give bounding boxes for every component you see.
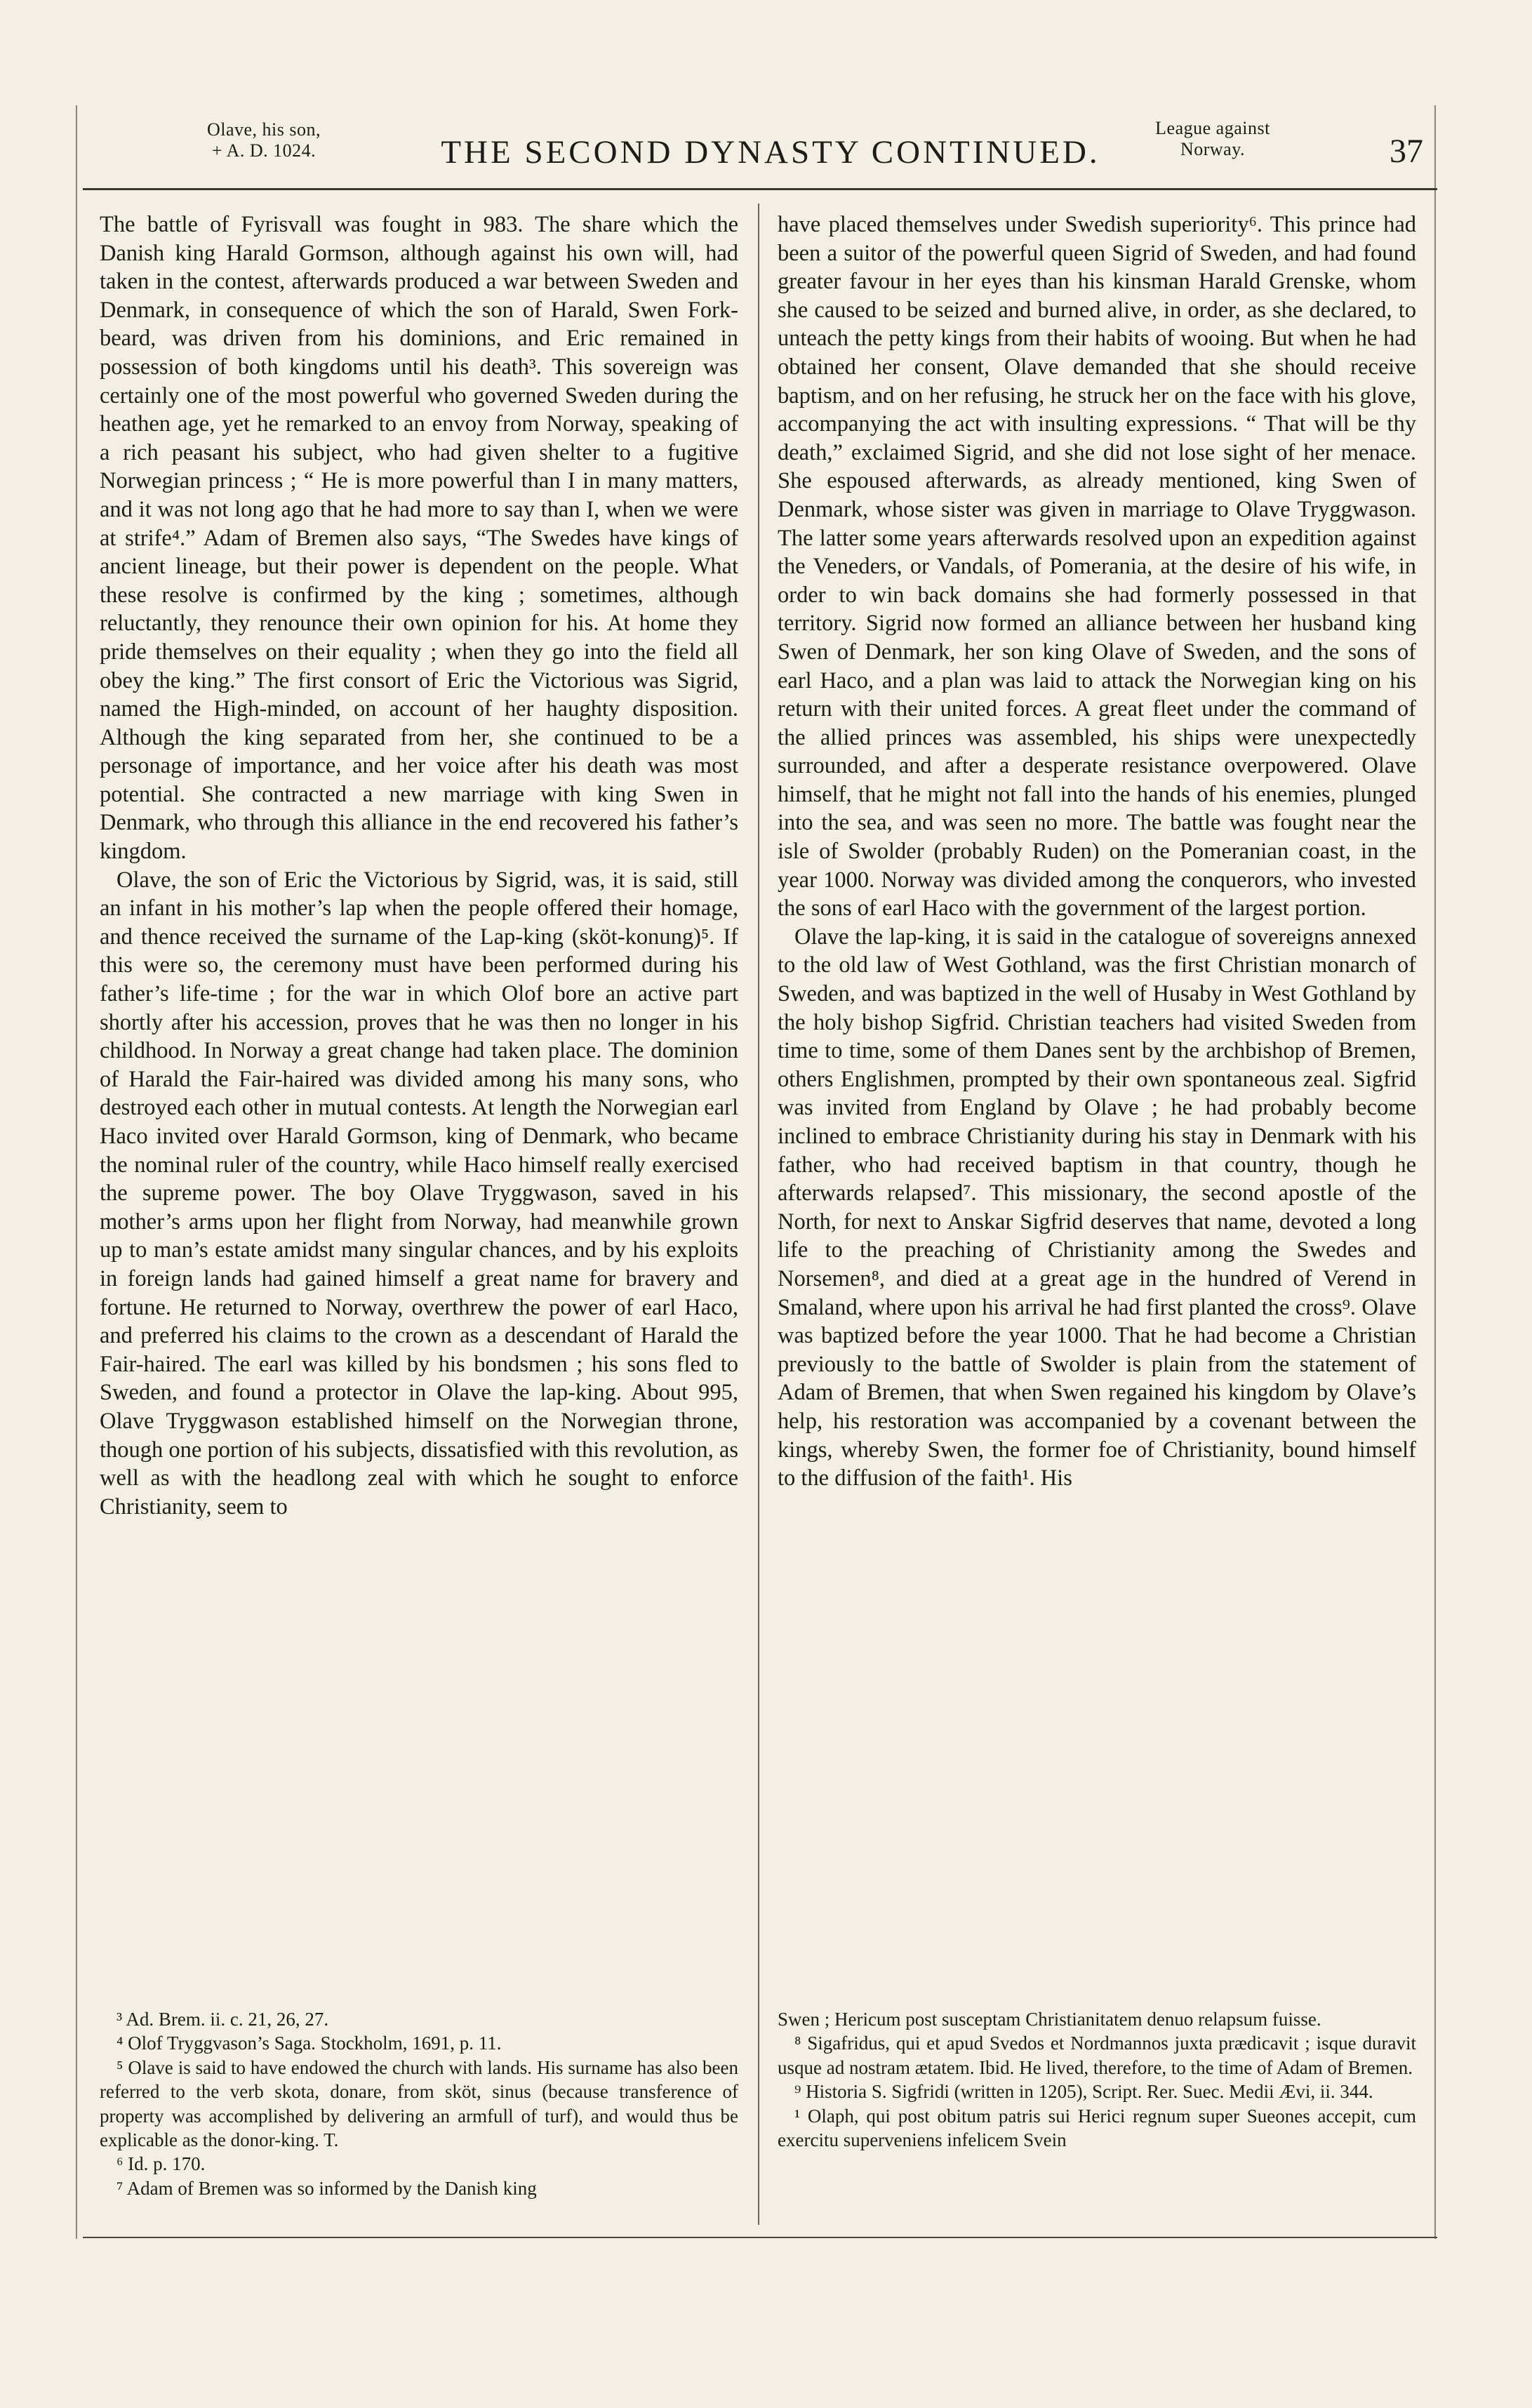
footer-rule <box>83 2237 1437 2238</box>
book-page <box>83 98 1437 2344</box>
right-footnotes <box>778 2007 1416 2152</box>
running-title: THE SECOND DYNASTY CONTINUED. <box>441 134 1100 171</box>
running-header <box>83 98 1437 182</box>
right-paragraph-2: Olave the lap-king, it is said in the catalogue of sovereigns annexed to the old law of West Gothland, was the first Christian monarch of Sweden, and was baptized in the well of Husaby in West Gothland by the holy bishop Sigfrid. Christian teachers had visited Sweden from time to time, some of them Danes sent by the archbishop of Bremen, others Englishmen, prompted by their own spontaneous zeal. Sigfrid was invited from England by Olave ; he had probably become inclined to embrace Christianity during his stay in Denmark with his father, who had received baptism in that country, though he afterwards relapsed⁷. This missionary, the second apostle of the North, for next to Anskar Sigfrid deserves that name, devoted a long life to the preaching of Christianity among the Swedes and Norsemen⁸, and died at a great age in the hundred of Verend in Smaland, where upon his arrival he had first planted the cross⁹. Olave was baptized before the year 1000. That he had become a Christian previously to the battle of Swolder is plain from the statement of Adam of Bremen, that when Swen regained his kingdom by Olave’s help, his restoration was accompanied by a covenant between the kings, whereby Swen, the former foe of Christianity, bound himself to the diffusion of the faith¹. His <box>778 924 1416 1491</box>
footnote-7-continued: Swen ; Hericum post susceptam Christianitatem denuo relapsum fuisse. <box>778 2009 1321 2030</box>
footnote-4: ⁴ Olof Tryggvason’s Saga. Stockholm, 1691, p. 11. <box>116 2033 502 2054</box>
right-column <box>778 211 1416 1493</box>
footnote-8: ⁸ Sigafridus, qui et apud Svedos et Nordmannos juxta prædicavit ; isque duravit usque ad nostram ætatem. Ibid. He lived, therefore, to the time of Adam of Bremen. <box>778 2033 1416 2078</box>
left-side-note-line2: + A. D. 1024. <box>211 140 317 161</box>
right-side-note-line2: Norway. <box>1180 139 1246 159</box>
right-side-note-line1: League against <box>1155 118 1270 138</box>
column-divider <box>758 204 759 2225</box>
header-rule <box>83 188 1437 190</box>
footnote-1: ¹ Olaph, qui post obitum patris sui Herici regnum super Sueones accepit, cum exercitu superveniens infelicem Svein <box>778 2105 1416 2151</box>
page-number: 37 <box>1390 133 1423 170</box>
footnote-9: ⁹ Historia S. Sigfridi (written in 1205), Script. Rer. Suec. Medii Ævi, ii. 344. <box>794 2081 1373 2103</box>
footnote-6: ⁶ Id. p. 170. <box>116 2153 206 2175</box>
footnote-3: ³ Ad. Brem. ii. c. 21, 26, 27. <box>116 2009 329 2030</box>
footnote-5: ⁵ Olave is said to have endowed the church with lands. His surname has also been referred to the verb skota, donare, from sköt, sinus (because transference of property was accomplished by delivering an armfull of turf), and would thus be explicable as the donor-king. T. <box>100 2056 738 2151</box>
left-paragraph-2: Olave, the son of Eric the Victorious by Sigrid, was, it is said, still an infant in his mother’s lap when the people offered their homage, and thence received the surname of the Lap-king (sköt-konung)⁵. If this were so, the ceremony must have been performed during his father’s life-time ; for the war in which Olof bore an active part shortly after his accession, proves that he was then no longer in his childhood. In Norway a great change had taken place. The dominion of Harald the Fair-haired was divided among his many sons, who destroyed each other in mutual contests. At length the Norwegian earl Haco invited over Harald Gormson, king of Denmark, who became the nominal ruler of the country, while Haco himself really exercised the supreme power. The boy Olave Tryggwason, saved in his mother’s arms upon her flight from Norway, had meanwhile grown up to man’s estate amidst many singular chances, and by his exploits in foreign lands had gained himself a great name for bravery and fortune. He returned to Norway, overthrew the power of earl Haco, and preferred his claims to the crown as a descendant of Harald the Fair-haired. The earl was killed by his bondsmen ; his sons fled to Sweden, and found a protector in Olave the lap-king. About 995, Olave Tryggwason established himself on the Norwegian throne, though one portion of his subjects, dissatisfied with this revolution, as well as with the headlong zeal with which he sought to enforce Christianity, seem to <box>100 867 738 1519</box>
footnote-7: ⁷ Adam of Bremen was so informed by the Danish king <box>116 2177 537 2199</box>
right-side-note <box>1111 118 1314 160</box>
page-edge-right <box>1434 105 1436 2239</box>
left-footnotes <box>100 2007 738 2200</box>
right-paragraph-1: have placed themselves under Swedish superiority⁶. This prince had been a suitor of the powerful queen Sigrid of Sweden, and had found greater favour in her eyes than his kinsman Harald Grenske, whom she caused to be seized and burned alive, in order, as she declared, to unteach the petty kings from their habits of wooing. But when he had obtained her consent, Olave demanded that she should receive baptism, and on her refusing, he struck her on the face with his glove, accompanying the act with insulting expressions. “ That will be thy death,” exclaimed Sigrid, and she did not lose sight of her menace. She espoused afterwards, as already mentioned, king Swen of Denmark, whose sister was given in marriage to Olave Tryggwason. The latter some years afterwards resolved upon an expedition against the Veneders, or Vandals, of Pomerania, at the desire of his wife, in order to win back domains she had formerly possessed in that territory. Sigrid now formed an alliance between her husband king Swen of Denmark, her son king Olave of Sweden, and the sons of earl Haco, and a plan was laid to attack the Norwegian king on his return with their united forces. A great fleet under the command of the allied princes was assembled, his ships were unexpectedly surrounded, and after a desperate resistance overpowered. Olave himself, that he might not fall into the hands of his enemies, plunged into the sea, and was seen no more. The battle was fought near the isle of Swolder (probably Ruden) on the Pomeranian coast, in the year 1000. Norway was divided among the conquerors, who invested the sons of earl Haco with the government of the largest portion. <box>778 212 1416 922</box>
left-paragraph-1: The battle of Fyrisvall was fought in 983. The share which the Danish king Harald Gormson, although against his own will, had taken in the contest, afterwards produced a war between Sweden and Denmark, in consequence of which the son of Harald, Swen Fork-beard, was driven from his dominions, and Eric remained in possession of both kingdoms until his death³. This sovereign was certainly one of the most powerful who governed Sweden during the heathen age, yet he remarked to an envoy from Norway, speaking of a rich peasant his subject, who had given shelter to a fugitive Norwegian princess ; “ He is more powerful than I in many matters, and it was not long ago that he had more to say than I, when we were at strife⁴.” Adam of Bremen also says, “The Swedes have kings of ancient lineage, but their power is dependent on the people. What these resolve is confirmed by the king ; sometimes, although reluctantly, they renounce their own opinion for his. At home they pride themselves on their equality ; when they go into the field all obey the king.” The first consort of Eric the Victorious was Sigrid, named the High-minded, on account of her haughty disposition. Although the king separated from her, she continued to be a personage of importance, and her voice after his death was most potential. She contracted a new marriage with king Swen in Denmark, who through this alliance in the end recovered his father’s kingdom. <box>100 212 738 865</box>
left-column <box>100 211 738 1521</box>
left-side-note-line1: Olave, his son, <box>206 119 321 140</box>
left-side-note <box>173 119 355 161</box>
page-edge-left <box>76 105 77 2239</box>
